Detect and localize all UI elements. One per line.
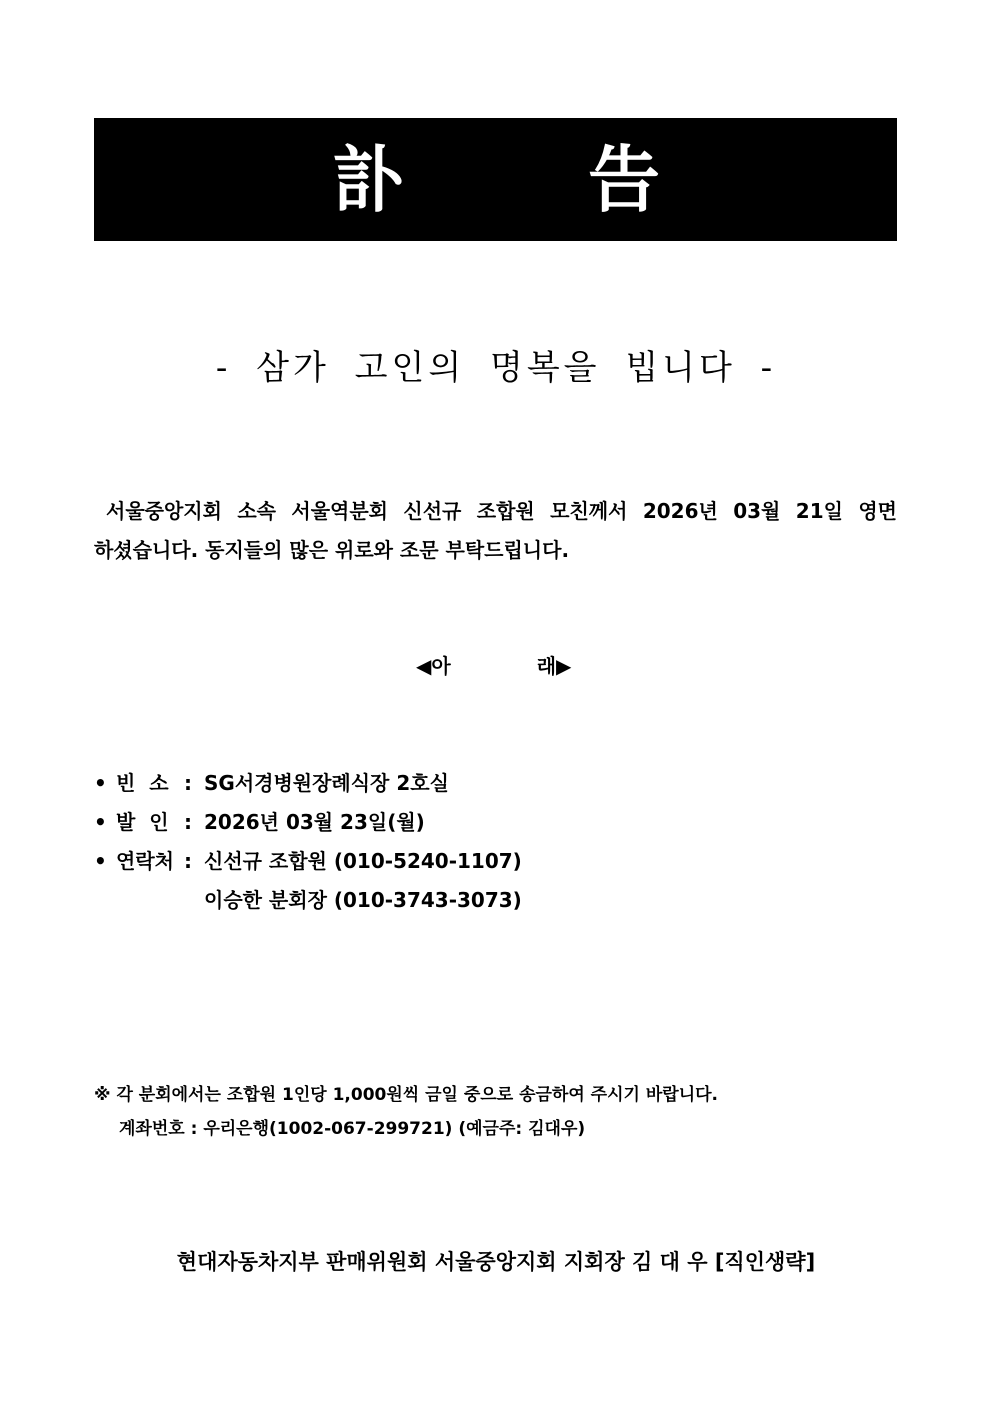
- notice-body: [94, 492, 897, 570]
- details-header-left: ◀아: [416, 654, 451, 678]
- bullet-icon: •: [94, 771, 107, 795]
- detail-row-departure: [94, 803, 794, 842]
- remit-notice: [94, 1078, 897, 1146]
- detail-value-funeral-hall: SG서경병원장례식장 2호실: [204, 771, 449, 795]
- title-banner: [94, 118, 897, 241]
- detail-value-contact-2: 이승한 분회장 (010-3743-3073): [204, 888, 522, 912]
- title-char-obituary-2: 告: [588, 137, 661, 222]
- detail-row-funeral-hall: [94, 764, 794, 803]
- details-header: [416, 652, 571, 680]
- detail-value-departure: 2026년 03월 23일(월): [204, 810, 425, 834]
- detail-label-funeral-hall: 빈 소: [116, 771, 169, 795]
- detail-value-contact-1: 신선규 조합원 (010-5240-1107): [204, 849, 522, 873]
- bank-account-line: 계좌번호 : 우리은행(1002-067-299721) (예금주: 김대우): [119, 1119, 586, 1139]
- detail-list: [94, 764, 794, 920]
- detail-row-contact-2: [94, 881, 794, 920]
- notice-line-1: 서울중앙지회 소속 서울역분회 신선규 조합원 모친께서 2026년 03월 21일 영면: [106, 499, 897, 523]
- detail-separator: :: [184, 849, 192, 873]
- details-header-right: 래▶: [536, 654, 572, 678]
- detail-label-contact: 연락처: [116, 849, 174, 873]
- condolence-subtitle: - 삼가 고인의 명복을 빕니다 -: [215, 348, 777, 388]
- detail-row-contact: [94, 842, 794, 881]
- detail-separator: :: [184, 810, 192, 834]
- remit-notice-line: ※ 각 분회에서는 조합원 1인당 1,000원씩 금일 중으로 송금하여 주시기 바랍니다.: [94, 1085, 719, 1105]
- footer-signature: 현대자동차지부 판매위원회 서울중앙지회 지회장 김 대 우 [직인생략]: [176, 1250, 816, 1274]
- title-char-obituary-1: 訃: [332, 137, 405, 222]
- notice-line-2: 하셨습니다. 동지들의 많은 위로와 조문 부탁드립니다.: [94, 538, 570, 562]
- bullet-icon: •: [94, 849, 107, 873]
- detail-separator: :: [184, 771, 192, 795]
- detail-label-departure: 발 인: [116, 810, 169, 834]
- bullet-icon: •: [94, 810, 107, 834]
